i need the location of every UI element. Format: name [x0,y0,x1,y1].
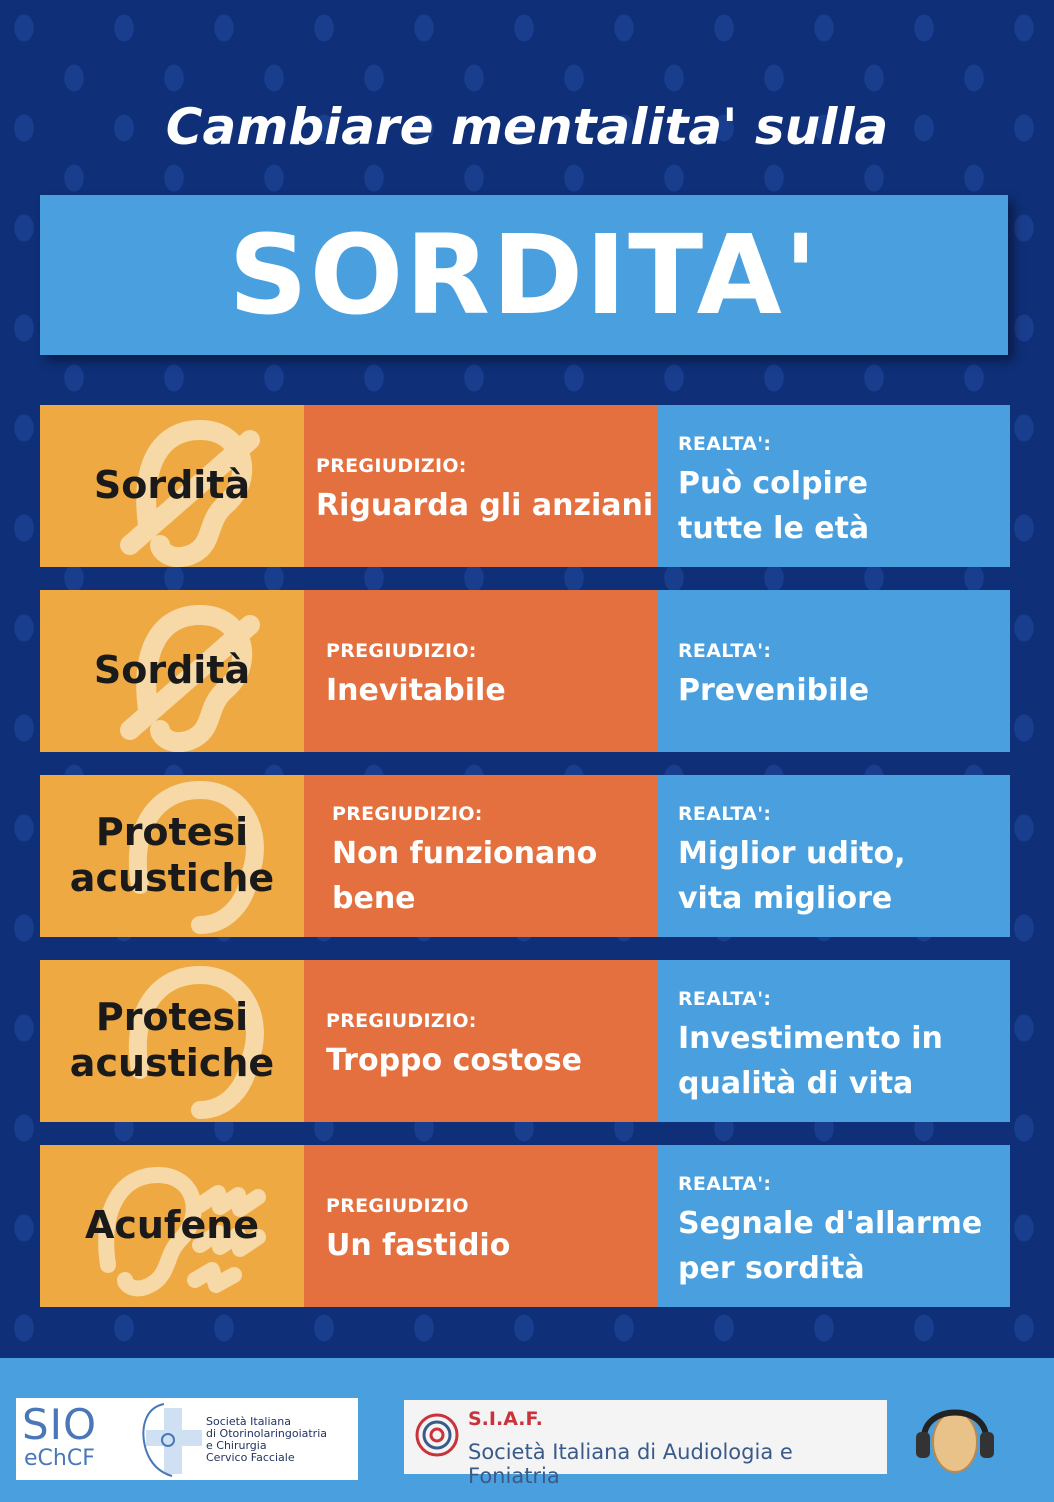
reality-text: Miglior udito, vita migliore [678,836,906,916]
reality-text: Segnale d'allarme per sordità [678,1206,983,1286]
siaf-spiral-icon [412,1410,462,1460]
myth-cell [304,775,657,937]
reality-label: REALTA': [678,988,772,1010]
myth-cell [304,1145,657,1307]
topic-label: Sordità [93,648,251,693]
siaf-abbr: S.I.A.F. [468,1408,543,1430]
myth-row [40,960,1010,1122]
myth-text: Non funzionano bene [332,836,598,916]
reality-label: REALTA': [678,640,772,662]
reality-label: REALTA': [678,803,772,825]
myth-cell [304,405,657,567]
sio-sub: eChCF [24,1446,95,1471]
myth-row [40,590,1010,752]
siaf-full-name: Società Italiana di Audiologia e Foniatria [468,1440,793,1488]
myth-text: Riguarda gli anziani [316,488,654,523]
myth-row [40,1145,1010,1307]
topic-cell [40,960,304,1122]
topic-cell [40,405,304,567]
topic-label: Protesi acustiche [69,810,275,900]
reality-text: Investimento in qualità di vita [678,1021,943,1101]
sio-abbr: SIO [22,1400,98,1449]
myth-label: PREGIUDIZIO [326,1195,469,1217]
reality-text: Può colpire tutte le età [678,466,870,546]
topic-cell [40,1145,304,1307]
reality-text: Prevenibile [678,673,870,708]
myth-row [40,775,1010,937]
myth-text: Troppo costose [326,1043,582,1078]
myth-label: PREGIUDIZIO: [332,803,483,825]
topic-label: Protesi acustiche [69,995,275,1085]
myth-row [40,405,1010,567]
reality-cell [657,1145,1010,1307]
face-profile-icon [134,1400,210,1478]
egg-headphones-icon [910,1394,1000,1480]
myth-label: PREGIUDIZIO: [326,640,477,662]
reality-cell [657,405,1010,567]
topic-label: Sordità [93,463,251,508]
reality-cell [657,775,1010,937]
myth-text: Inevitabile [326,673,506,708]
reality-cell [657,590,1010,752]
page-title: SORDITA' [228,211,820,339]
footer-logos [0,1358,1054,1502]
page-headline: Cambiare mentalita' sulla [165,98,889,156]
siaf-logo [404,1400,887,1488]
myth-text: Un fastidio [326,1228,511,1263]
topic-label: Acufene [84,1203,260,1248]
reality-label: REALTA': [678,1173,772,1195]
myth-label: PREGIUDIZIO: [326,1010,477,1032]
myth-cell [304,960,657,1122]
myth-label: PREGIUDIZIO: [316,455,467,477]
topic-cell [40,590,304,752]
sio-full-name: Società Italiana di Otorinolaringoiatria e Chirurgia Cervico Facciale [206,1415,328,1464]
topic-cell [40,775,304,937]
myth-cell [304,590,657,752]
title-banner [40,195,1008,355]
sio-logo [16,1398,358,1480]
reality-cell [657,960,1010,1122]
reality-label: REALTA': [678,433,772,455]
